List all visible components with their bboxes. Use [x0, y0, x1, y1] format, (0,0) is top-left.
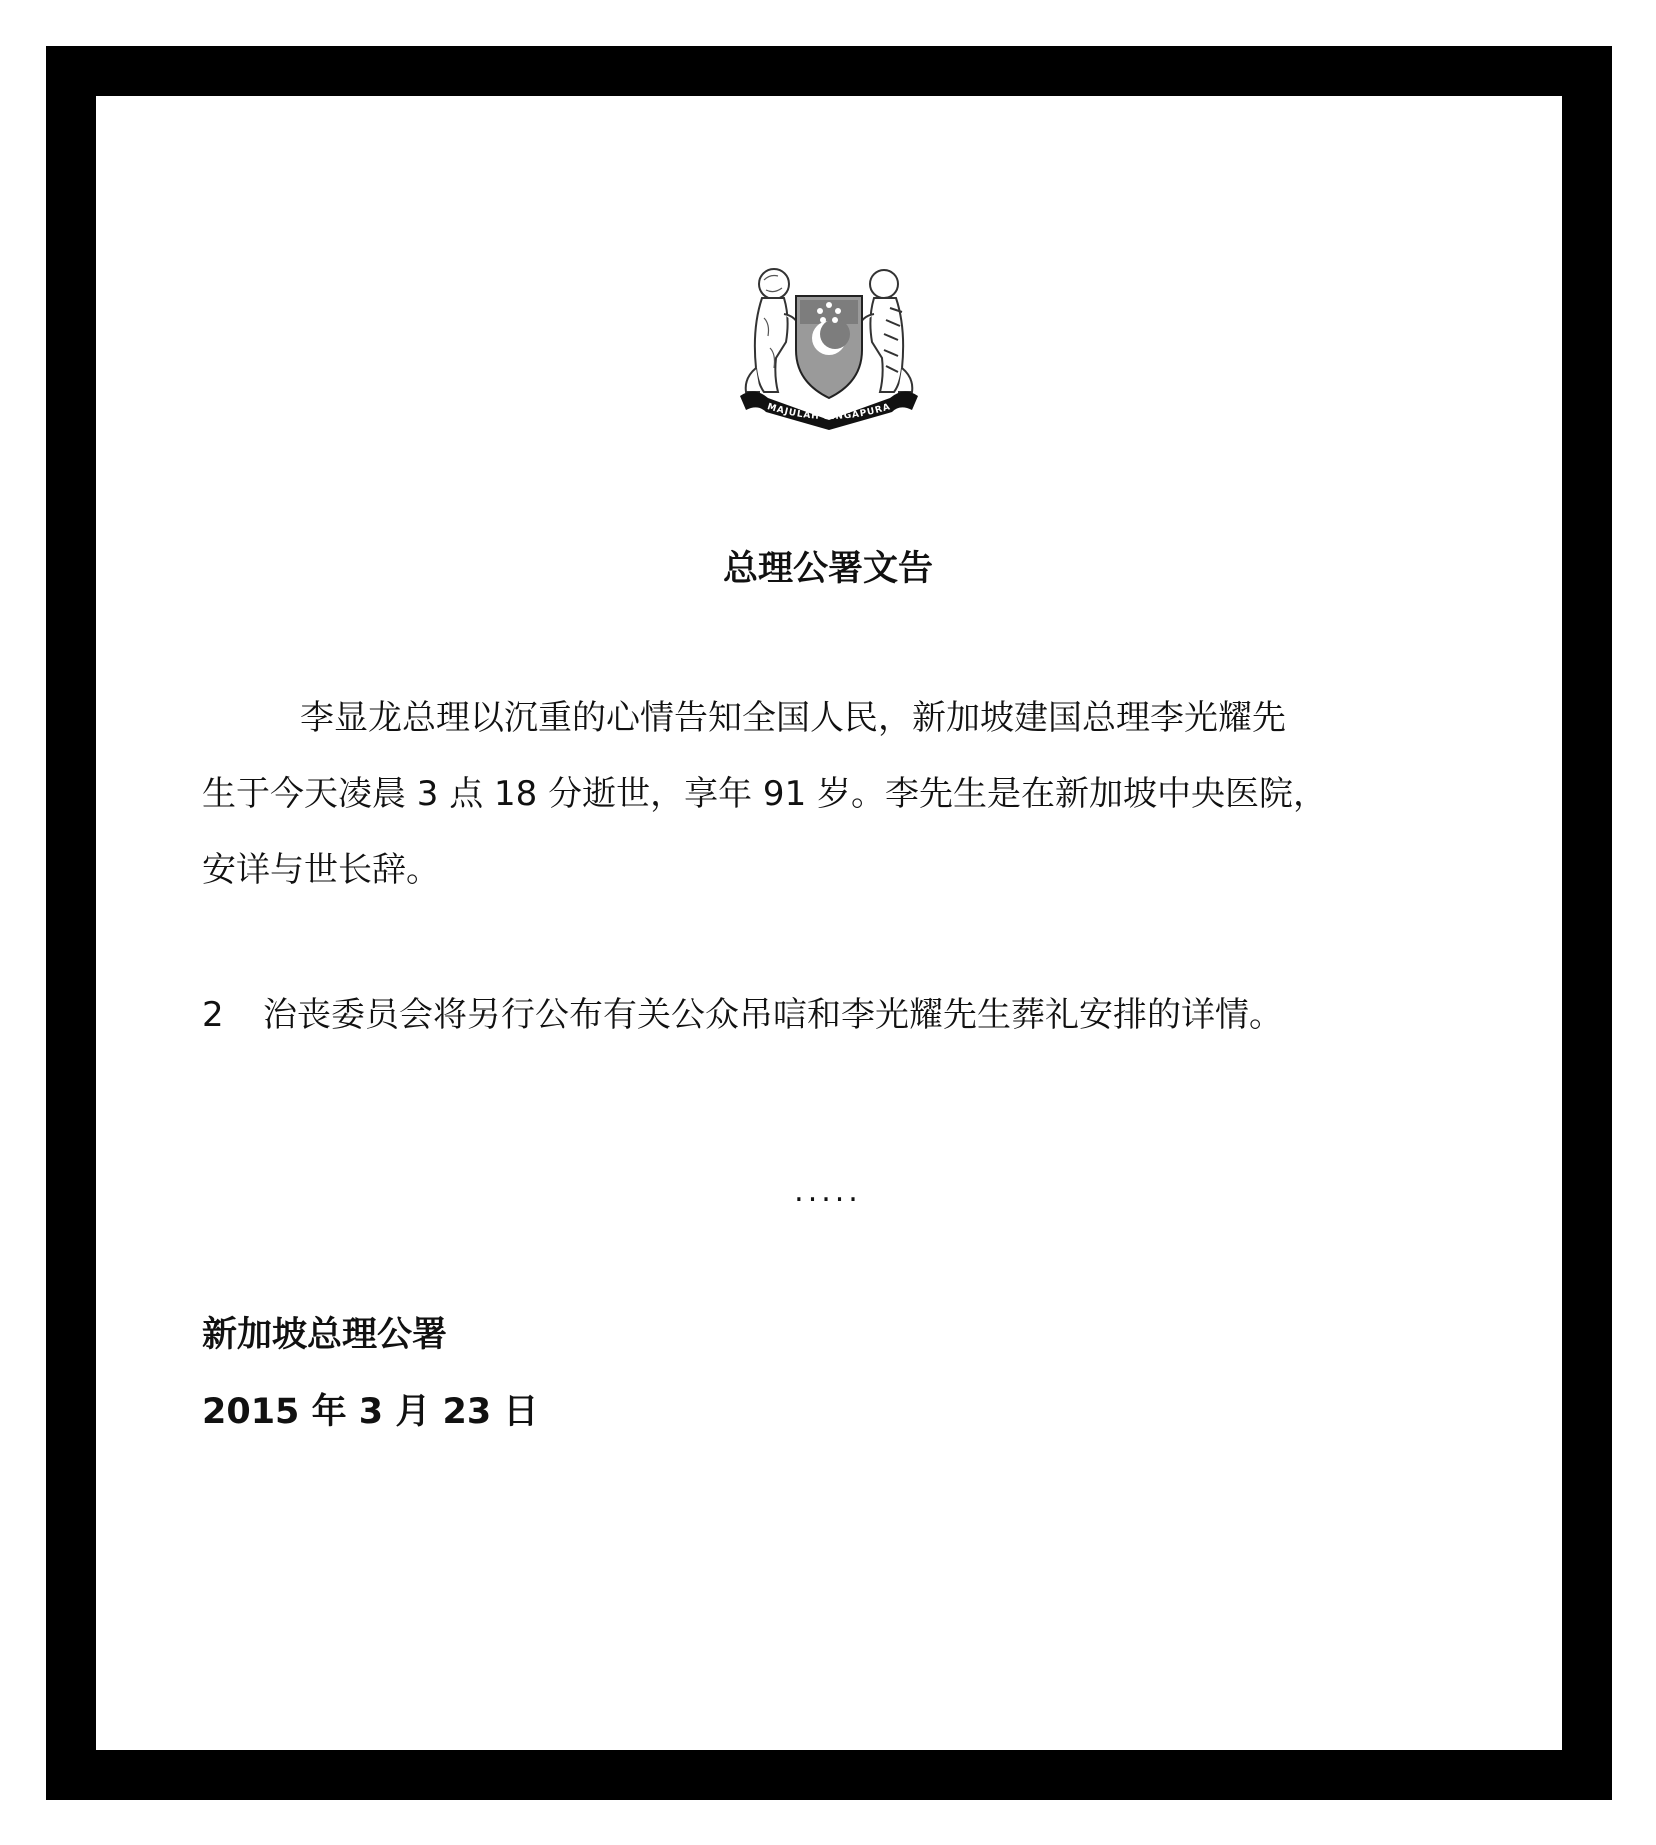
announcement-date: 2015 年 3 月 23 日: [202, 1392, 539, 1432]
paragraph-1: [202, 680, 1327, 908]
paragraph-1-line-1: 李显龙总理以沉重的心情告知全国人民，新加坡建国总理李光耀先: [300, 698, 1286, 738]
issuing-organization: 新加坡总理公署: [202, 1315, 448, 1355]
paragraph-1-line-2: 生于今天凌晨 3 点 18 分逝世，享年 91 岁。李先生是在新加坡中央医院，: [202, 774, 1328, 814]
paragraph-1-line-3: 安详与世长辞。: [202, 850, 440, 890]
paragraph-2-text: 治丧委员会将另行公布有关公众吊唁和李光耀先生葬礼安排的详情。: [263, 995, 1283, 1035]
paragraph-2: [202, 977, 1283, 1053]
separator-dots: .....: [794, 1174, 862, 1209]
crest-motto: MAJULAH SINGAPURA: [765, 402, 893, 423]
singapore-coat-of-arms-icon: [734, 258, 924, 430]
paragraph-2-number: 2: [202, 995, 224, 1035]
announcement-title: 总理公署文告: [722, 549, 933, 589]
